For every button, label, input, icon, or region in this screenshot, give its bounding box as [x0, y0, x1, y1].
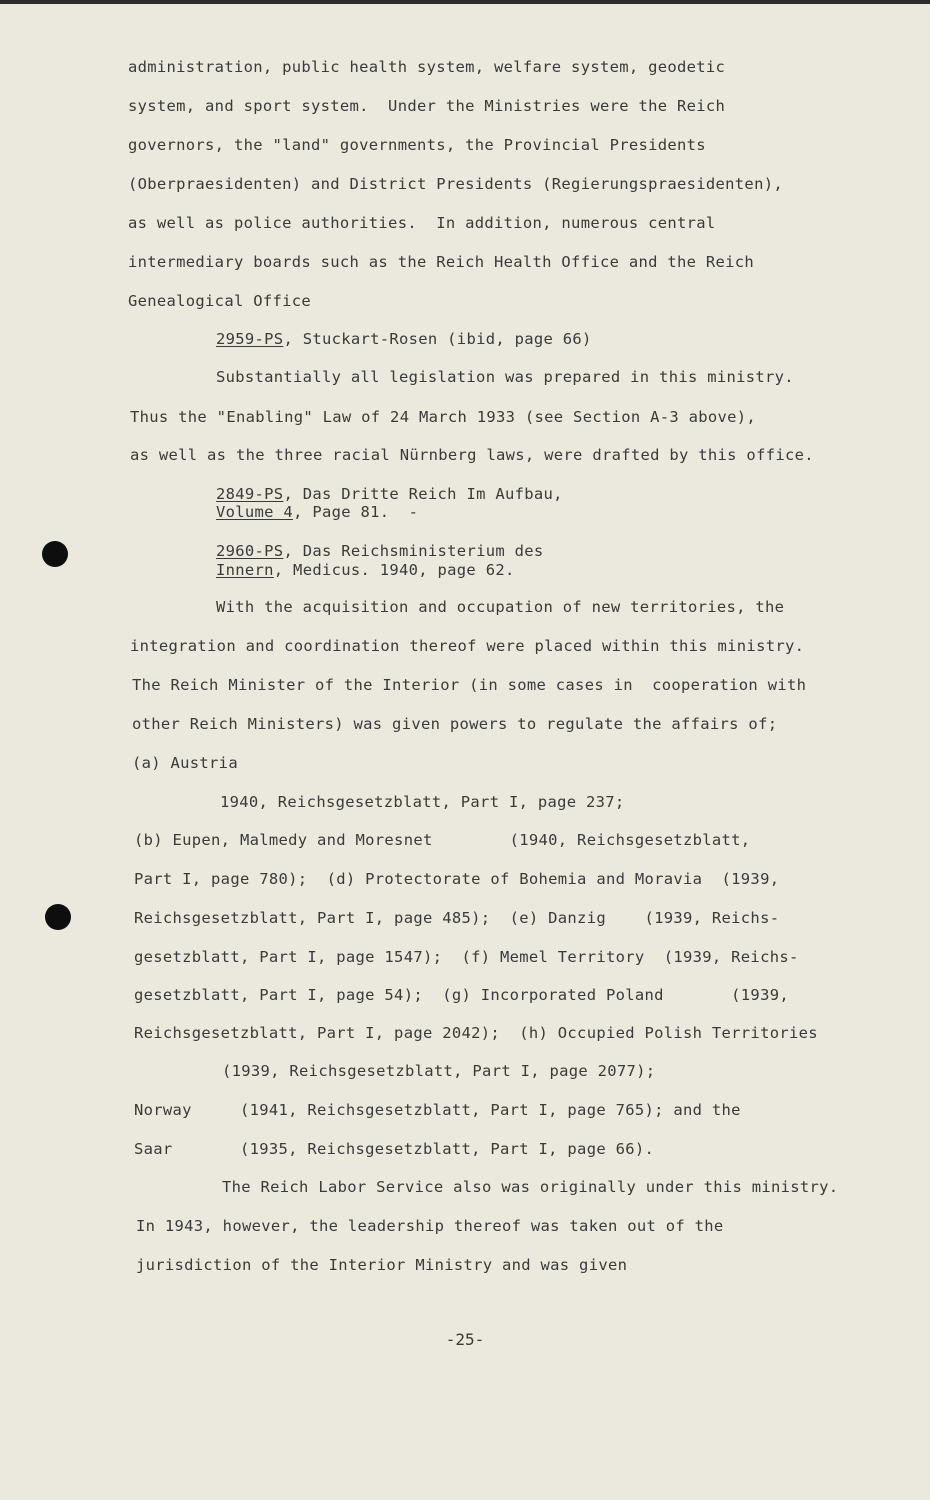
text-line: Norway (1941, Reichsgesetzblatt, Part I, page 765); and the [134, 1101, 741, 1119]
citation-text: , Das Dritte Reich Im Aufbau, [283, 485, 563, 503]
text-line: Saar (1935, Reichsgesetzblatt, Part I, page 66). [134, 1140, 655, 1158]
citation-text: , Page 81. - [293, 503, 419, 521]
text-line: Substantially all legislation was prepared in this ministry. [216, 368, 794, 386]
citation-line [216, 330, 592, 348]
text-line: The Reich Labor Service also was originally under this ministry. [222, 1178, 839, 1196]
citation-volume: Innern [216, 561, 274, 579]
text-line: jurisdiction of the Interior Ministry and was given [136, 1256, 628, 1274]
text-line: With the acquisition and occupation of new territories, the [216, 598, 785, 616]
text-line: as well as the three racial Nürnberg laws, were drafted by this office. [130, 446, 814, 464]
citation-line [216, 485, 563, 503]
text-line: (b) Eupen, Malmedy and Moresnet (1940, Reichsgesetzblatt, [134, 831, 751, 849]
text-line: Part I, page 780); (d) Protectorate of Bohemia and Moravia (1939, [134, 870, 780, 888]
citation-volume: Volume 4 [216, 503, 294, 521]
text-line: (a) Austria [132, 754, 238, 772]
text-line: administration, public health system, welfare system, geodetic [128, 58, 726, 76]
text-line: 1940, Reichsgesetzblatt, Part I, page 237; [220, 793, 625, 811]
text-line: Reichsgesetzblatt, Part I, page 2042); (h) Occupied Polish Territories [134, 1024, 818, 1042]
text-line: governors, the "land" governments, the Provincial Presidents [128, 136, 706, 154]
text-line: other Reich Ministers) was given powers to regulate the affairs of; [132, 715, 778, 733]
citation-text: , Medicus. 1940, page 62. [273, 561, 515, 579]
document-number: 2959-PS [216, 330, 284, 348]
text-line: Genealogical Office [128, 292, 312, 310]
text-line: (1939, Reichsgesetzblatt, Part I, page 2077); [222, 1062, 656, 1080]
text-line: system, and sport system. Under the Ministries were the Reich [128, 97, 726, 115]
text-line: (Oberpraesidenten) and District Presidents (Regierungspraesidenten), [128, 175, 783, 193]
text-line: gesetzblatt, Part I, page 1547); (f) Memel Territory (1939, Reichs- [134, 948, 799, 966]
text-line: Thus the "Enabling" Law of 24 March 1933 (see Section A-3 above), [130, 408, 757, 426]
text-line: In 1943, however, the leadership thereof was taken out of the [136, 1217, 724, 1235]
text-line: Reichsgesetzblatt, Part I, page 485); (e) Danzig (1939, Reichs- [134, 909, 780, 927]
punch-hole [45, 904, 71, 930]
punch-hole [42, 541, 68, 567]
text-line: gesetzblatt, Part I, page 54); (g) Incorporated Poland (1939, [134, 986, 789, 1004]
text-line: intermediary boards such as the Reich Health Office and the Reich [128, 253, 755, 271]
text-line: as well as police authorities. In addition, numerous central [128, 214, 716, 232]
citation-text: , Das Reichsministerium des [283, 542, 544, 560]
page-number: -25- [445, 1330, 485, 1349]
text-line: The Reich Minister of the Interior (in some cases in cooperation with [132, 676, 807, 694]
document-number: 2849-PS [216, 485, 284, 503]
citation-line [216, 542, 544, 560]
citation-text: , Stuckart-Rosen (ibid, page 66) [283, 330, 592, 348]
citation-line [216, 503, 418, 521]
citation-line [216, 561, 515, 579]
text-line: integration and coordination thereof were placed within this ministry. [130, 637, 805, 655]
document-number: 2960-PS [216, 542, 284, 560]
